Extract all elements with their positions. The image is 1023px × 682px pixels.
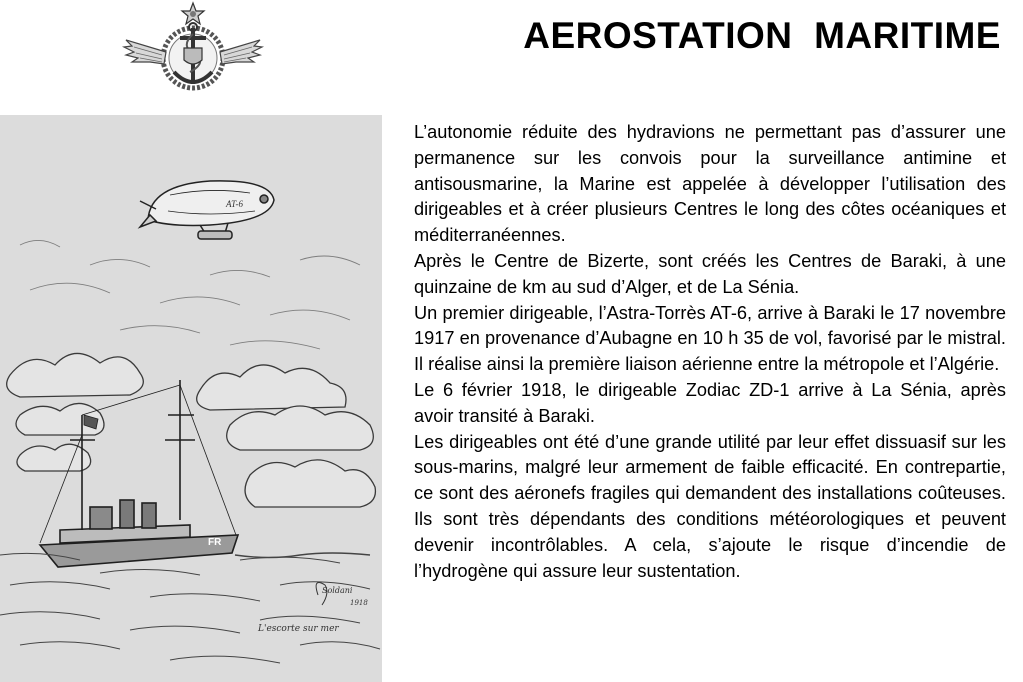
article-body xyxy=(414,120,1006,584)
paragraph: Le 6 février 1918, le dirigeable Zodiac ZD-1 arrive à La Sénia, après avoir transité à Baraki. xyxy=(414,379,1006,426)
paragraph: Après le Centre de Bizerte, sont créés les Centres de Baraki, à une quinzaine de km au sud d’Alger, et de La Sénia. xyxy=(414,250,1006,297)
sketch-drawing xyxy=(0,115,382,682)
paragraph: Les dirigeables ont été d’une grande utilité par leur effet dissuasif sur les sous-marins, malgré leur armement de faible efficacité. En contrepartie, ce sont des aéronefs fragiles qui demandent des installations coûteuses. Ils sont très dépendants des conditions météorologiques et peuvent devenir incontrôlables. A cela, s’ajoute le risque d’incendie de l’hydrogène qui assure leur sustentation. xyxy=(414,431,1006,581)
paragraph: L’autonomie réduite des hydravions ne permettant pas d’assurer une permanence sur les convois pour la surveillance antimine et antisousmarine, la Marine est appelée à développer l’utilisation des dirigeables et à créer plusieurs Centres le long des côtes océaniques et méditerranéennes. xyxy=(414,122,1006,246)
naval-aviation-emblem xyxy=(118,0,268,112)
anchor-wings-icon xyxy=(118,0,268,112)
airship-marking: AT-6 xyxy=(226,199,243,209)
page-title: AEROSTATION MARITIME xyxy=(523,15,1001,56)
ship-marking: FR xyxy=(208,537,222,548)
airship-escort-sketch xyxy=(0,115,382,682)
sketch-signature: Soldani xyxy=(322,586,353,595)
sketch-signature-year: 1918 xyxy=(350,599,368,607)
paragraph: Un premier dirigeable, l’Astra-Torrès AT-6, arrive à Baraki le 17 novembre 1917 en provenance d’Aubagne en 10 h 35 de vol, favorisé par le mistral. Il réalise ainsi la première liaison aérienne entre la métropole et l’Algérie. xyxy=(414,302,1006,375)
sketch-caption: L'escorte sur mer xyxy=(258,624,339,634)
